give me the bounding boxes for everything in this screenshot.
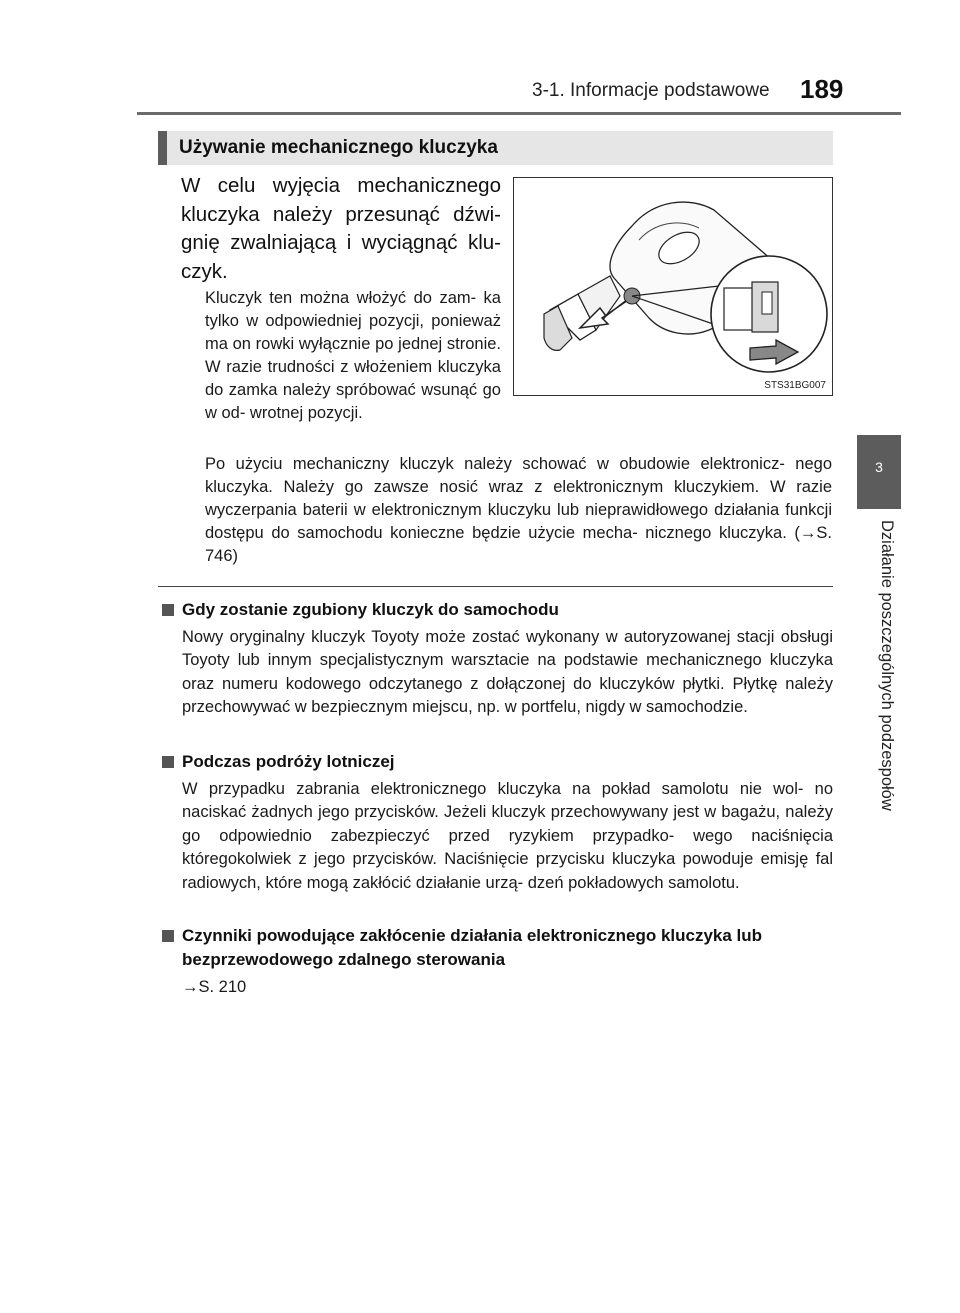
info-title-text: Czynniki powodujące zakłócenie działania elektronicznego kluczyka lub bezprzewodowego zdalnego sterowania [182,926,763,969]
key-illustration [513,177,833,396]
info-title-text: Podczas podróży lotniczej [182,752,395,771]
info-title-text: Gdy zostanie zgubiony kluczyk do samochodu [182,600,559,619]
note-after-use: Po użyciu mechaniczny kluczyk należy schować w obudowie elektronicz- nego kluczyka. Należy go zawsze nosić wraz z elektronicznym kluczykiem. W razie wyczerpania baterii w elektronicznym kluczyku lub nieprawidłowego działania funkcji dostępu do samochodu konieczne będzie użycie mecha- nicznego kluczyka. (→S. 746) [205,455,832,565]
info-block-title [160,598,833,622]
info-block-body: →S. 210 [182,978,247,996]
chapter-tab [857,435,901,509]
square-bullet-icon [162,604,174,616]
info-block-lost-key [160,598,833,720]
section-title: Używanie mechanicznego kluczyka [179,137,498,158]
key-drawing [514,178,832,395]
info-block-title [160,750,833,774]
chapter-number: 3 [875,459,883,475]
section-heading [158,131,833,165]
running-header: 3-1. Informacje podstawowe [532,80,770,101]
info-block-air-travel [160,750,833,895]
figure-code: STS31BG007 [764,380,826,391]
section-divider [158,586,833,587]
info-block-body: Nowy oryginalny kluczyk Toyoty może zostać wykonany w autoryzowanej stacji obsługi Toyoty lub innym specjalistycznym warsztacie na podstawie mechanicznego kluczyka oraz numeru kodowego odczytanego z dołączonej do kluczyków płytki. Płytkę należy przechowywać w bezpiecznym miejscu, np. w portfelu, nigdy w samochodzie. [182,628,833,717]
square-bullet-icon [162,756,174,768]
header-rule [137,112,901,115]
info-block-interference [160,924,833,999]
info-block-body: W przypadku zabrania elektronicznego kluczyka na pokład samolotu nie wol- no naciskać żadnych jego przycisków. Jeżeli kluczyk przechowywany jest w bagażu, należy go odpowiednio zabezpieczyć przed ryzykiem przypadko- wego naciśnięcia któregokolwiek z jego przycisków. Naciśnięcie przycisku kluczyka powoduje emisję fal radiowych, które mogą zakłócić działanie urzą- dzeń pokładowych samolotu. [182,780,833,892]
square-bullet-icon [162,930,174,942]
info-block-title [160,924,833,972]
page-number: 189 [800,74,844,104]
note-key-insertion: Kluczyk ten można włożyć do zam- ka tylko w odpowiedniej pozycji, ponieważ ma on rowki wyłącznie po jednej stronie. W razie trudności z włożeniem kluczyka do zamka należy spróbować wsunąć go w od- wrotnej pozycji. [205,289,501,422]
intro-text: W celu wyjęcia mechanicznego kluczyka należy przesunąć dźwi- gnię zwalniającą i wyciągnąć klu- czyk. [181,174,501,283]
chapter-side-title: Działanie poszczególnych podzespołów [878,520,896,811]
